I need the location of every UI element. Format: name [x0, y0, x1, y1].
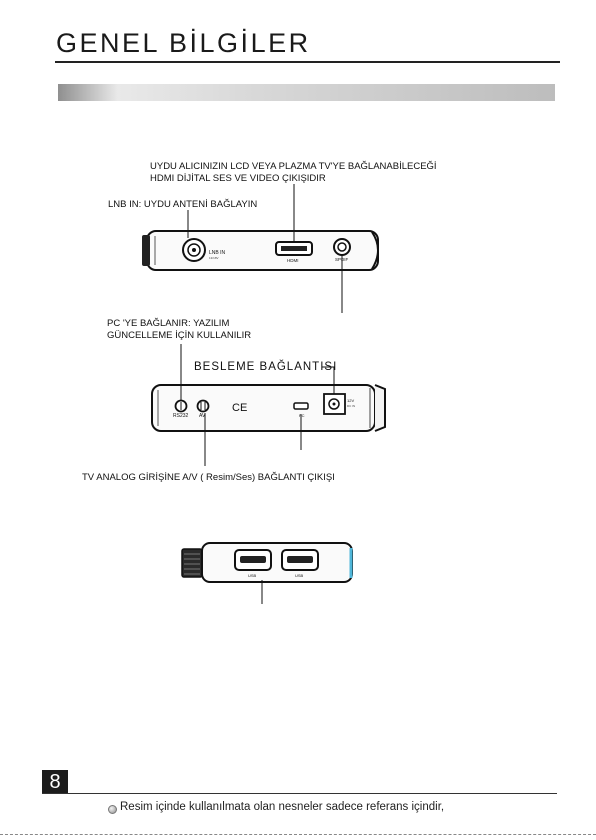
hdmi-output-label: UYDU ALICINIZIN LCD VEYA PLAZMA TV'YE BAĞLANABİLECEĞİ HDMI DİJİTAL SES VE VIDEO ÇIKIŞIDIR [150, 161, 437, 184]
spdif-port-text: SPDIF [335, 257, 349, 262]
antenna-connector-icon [182, 549, 202, 577]
svg-text:PC: PC [299, 413, 305, 418]
reference-note: Resim içinde kullanılmata olan nesneler sadece referans içindir, [120, 801, 445, 813]
hdmi-port-text: HDMI [287, 258, 299, 263]
av-port-icon [198, 401, 209, 412]
usb-port-1-text: USB [248, 573, 257, 578]
mini-usb-port-icon [294, 403, 308, 409]
power-connection-label: BESLEME BAĞLANTISI [194, 361, 338, 373]
av-port-text: AV [199, 413, 206, 419]
page-number: 8 [42, 770, 68, 794]
top-device-panel [142, 231, 378, 270]
dc-port-text: 12V [347, 398, 355, 403]
lnb-in-label: LNB IN: UYDU ANTENİ BAĞLAYIN [108, 199, 258, 210]
middle-device-panel [152, 385, 385, 431]
bottom-device-panel [182, 543, 352, 582]
page-title: GENEL BİLGİLER [56, 28, 311, 58]
av-output-label: TV ANALOG GİRİŞİNE A/V ( Resim/Ses) BAĞLANTI ÇIKIŞI [82, 472, 335, 483]
bullet-icon [108, 805, 117, 814]
ce-mark: CE [232, 402, 248, 414]
pc-connection-label: PC 'YE BAĞLANIR: YAZILIM GÜNCELLEME İÇİN KULLANILIR [107, 318, 252, 341]
footer-divider [42, 793, 557, 794]
rs232-port-text: RS232 [173, 413, 189, 419]
svg-text:DC IN: DC IN [347, 404, 356, 408]
svg-text:13/18V: 13/18V [209, 256, 219, 260]
lnb-port-text: LNB IN [209, 250, 226, 256]
cut-line [0, 834, 596, 835]
usb-port-2-text: USB [295, 573, 304, 578]
